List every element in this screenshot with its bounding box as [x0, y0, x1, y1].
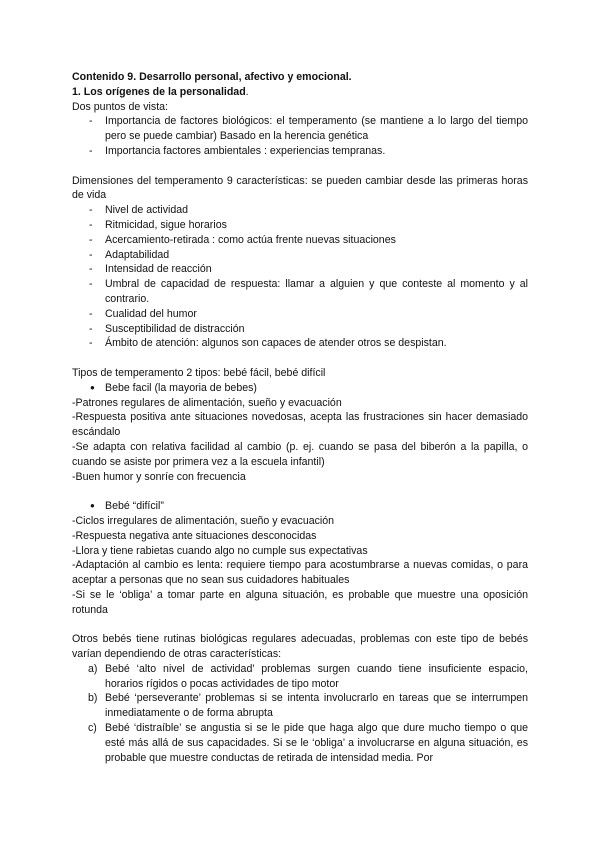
- dimension-item: - Nivel de actividad: [72, 203, 528, 218]
- dimension-item: - Ritmicidad, sigue horarios: [72, 218, 528, 233]
- others-item-label: a): [88, 662, 98, 675]
- difficult-trait: -Si se le ‘obliga’ a tomar parte en alguna situación, es probable que muestre una oposición rotunda: [72, 588, 528, 616]
- types-intro: Tipos de temperamento 2 tipos: bebé fácil, bebé difícil: [72, 366, 326, 379]
- difficult-trait: -Adaptación al cambio es lenta: requiere tiempo para acostumbrarse a nuevas comidas, o para aceptar a personas que no sean sus cuidadores habituales: [72, 559, 528, 587]
- easy-trait: -Buen humor y sonríe con frecuencia: [72, 470, 246, 483]
- easy-trait: -Se adapta con relativa facilidad al cambio (p. ej. cuando se pasa del biberón a la papilla, o cuando se asiste por primera vez a la escuela infantil): [72, 440, 528, 468]
- intro-text: Dos puntos de vista:: [72, 100, 168, 113]
- difficult-trait: -Respuesta negativa ante situaciones desconocidas: [72, 529, 317, 542]
- others-item-text: Bebé ‘perseverante’ problemas si se intenta involucrarlo en tareas que se interrumpen inmediatamente o de forma abrupta: [105, 692, 528, 720]
- document-page: [72, 70, 528, 765]
- others-item-label: b): [88, 692, 98, 705]
- others-item-text: Bebé ‘alto nivel de actividad’ problemas surgen cuando tiene insuficiente espacio, horarios rígidos o pocas actividades de tipo motor: [105, 662, 528, 690]
- others-item: [72, 691, 528, 721]
- dimension-item: - Cualidad del humor: [72, 307, 528, 322]
- difficult-trait: -Ciclos irregulares de alimentación, sueño y evacuación: [72, 514, 335, 527]
- difficult-baby-label: ● Bebé “difícil”: [72, 499, 528, 514]
- others-item-text: Bebé ‘distraíble’ se angustia si se le pide que haga algo que dure mucho tiempo o que esté más allá de sus capacidades. Si se le ‘obliga’ a involucrarse en alguna situación, es probable que muestre conductas de retirada de intensidad media. Por: [105, 722, 528, 764]
- dimension-item: - Susceptibilidad de distracción: [72, 322, 528, 337]
- difficult-trait: -Llora y tiene rabietas cuando algo no cumple sus expectativas: [72, 544, 368, 557]
- others-item: [72, 721, 528, 765]
- dimension-item: - Adaptabilidad: [72, 248, 528, 263]
- easy-baby-label: ● Bebe facil (la mayoria de bebes): [72, 381, 528, 396]
- dimension-item: - Intensidad de reacción: [72, 262, 528, 277]
- dimension-item: - Ámbito de atención: algunos son capaces de atender otros se despistan.: [72, 336, 528, 351]
- others-item: [72, 662, 528, 692]
- easy-trait: -Patrones regulares de alimentación, sueño y evacuación: [72, 396, 342, 409]
- section-heading: [72, 85, 528, 100]
- others-intro: Otros bebés tiene rutinas biológicas regulares adecuadas, problemas con este tipo de bebés varían dependiendo de otras características:: [72, 633, 528, 661]
- viewpoint-item: - Importancia de factores biológicos: el temperamento (se mantiene a lo largo del tiempo pero se puede cambiar) Basado en la herencia genética: [72, 114, 528, 144]
- viewpoint-item: - Importancia factores ambientales : experiencias tempranas.: [72, 144, 528, 159]
- section-heading-bold: 1. Los orígenes de la personalidad: [72, 85, 246, 98]
- others-item-label: c): [88, 722, 97, 735]
- document-title: Contenido 9. Desarrollo personal, afectivo y emocional.: [72, 71, 352, 83]
- dimensions-intro: Dimensiones del temperamento 9 características: se pueden cambiar desde las primeras horas de vida: [72, 174, 528, 202]
- easy-trait: -Respuesta positiva ante situaciones novedosas, acepta las frustraciones sin hacer demasiado escándalo: [72, 411, 528, 439]
- section-heading-tail: .: [245, 85, 249, 98]
- dimension-item: - Umbral de capacidad de respuesta: llamar a alguien y que conteste al momento y al contrario.: [72, 277, 528, 307]
- dimension-item: - Acercamiento-retirada : como actúa frente nuevas situaciones: [72, 233, 528, 248]
